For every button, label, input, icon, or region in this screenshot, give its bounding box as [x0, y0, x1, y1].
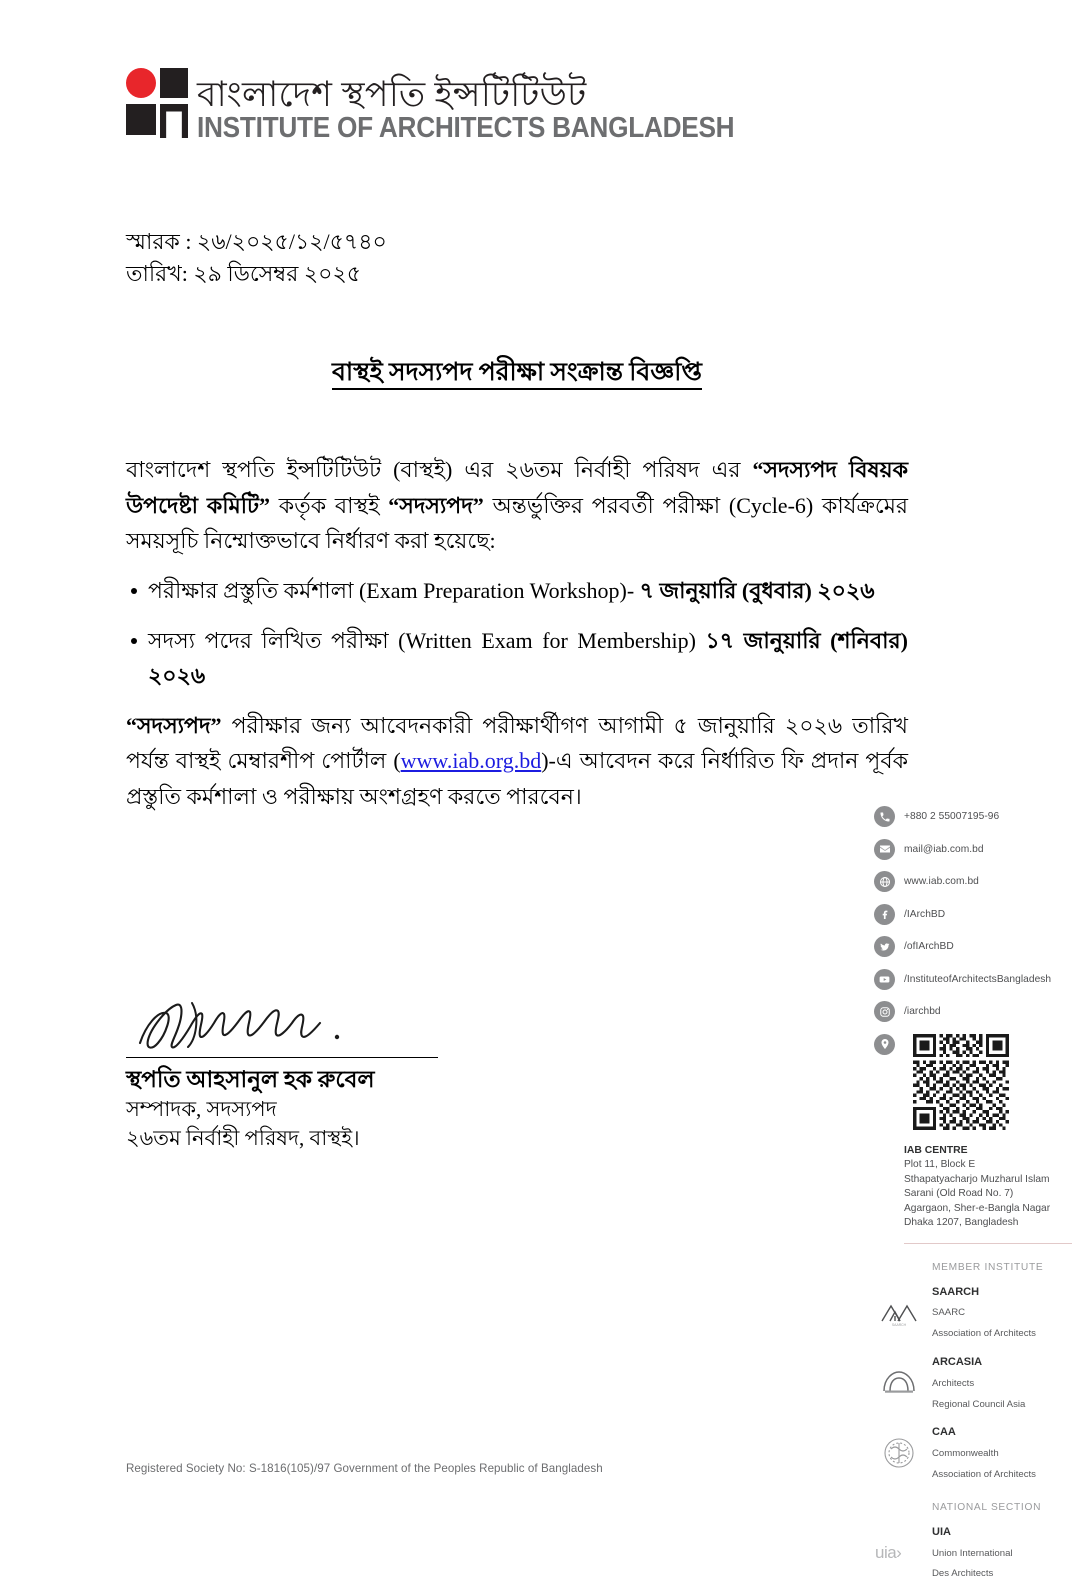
instagram-handle: /iarchbd	[904, 1006, 941, 1017]
membership-term-emphasis: “সদস্যপদ”	[388, 492, 484, 518]
written-exam-date: ১৭ জানুয়ারি (শনিবার) ২০২৬	[148, 627, 908, 689]
saarch-line-1: SAARC	[932, 1307, 966, 1319]
address-title: IAB CENTRE	[904, 1144, 968, 1156]
uia-line-1: Union International	[932, 1547, 1013, 1559]
svg-text:SAARCH: SAARCH	[891, 1322, 907, 1327]
arcasia-abbr: ARCASIA	[932, 1356, 983, 1369]
signature-block	[126, 995, 446, 1153]
logo-square-bottom-left	[126, 104, 156, 135]
uia-abbr: UIA	[932, 1525, 951, 1538]
schedule-list	[126, 573, 908, 694]
uia-logo-icon	[874, 1534, 924, 1570]
logo-wordmark	[197, 74, 781, 144]
uia-line-2: Des Architects	[932, 1568, 994, 1580]
contact-row-twitter	[874, 936, 1074, 957]
caa-text	[932, 1421, 1036, 1483]
facebook-icon	[874, 904, 895, 925]
facebook-handle: /IArchBD	[904, 908, 946, 920]
address-line-4: Agargaon, Sher-e-Bangla Nagar	[904, 1202, 1051, 1214]
phone-number: +880 2 55007195-96	[904, 811, 1000, 822]
saarch-logo-icon	[874, 1294, 924, 1330]
logo-english-name: INSTITUTE OF ARCHITECTS BANGLADESH	[197, 111, 735, 144]
intro-text-part-1: বাংলাদেশ স্থপতি ইন্সটিটিউট (বাস্থই) এর ২৬তম নির্বাহী পরিষদ এর	[126, 457, 753, 482]
contact-row-facebook	[874, 904, 1074, 925]
member-institute-heading: MEMBER INSTITUTE	[932, 1261, 1044, 1273]
document-body	[126, 452, 908, 825]
closing-text-part-2: )-এ আবেদন করে নির্ধারিত ফি প্রদান পূর্বক প্রস্তুতি কর্মশালা ও পরীক্ষায় অংশগ্রহণ করতে পারবেন।	[126, 748, 908, 809]
logo-square-top-right	[160, 68, 188, 98]
contact-row-phone	[874, 806, 1074, 827]
committee-name-emphasis: “সদস্যপদ বিষয়ক উপদেষ্টা কমিটি”	[126, 457, 908, 518]
address-line-1: Plot 11, Block E	[904, 1159, 976, 1171]
arcasia-line-2: Regional Council Asia	[932, 1398, 1026, 1410]
email-address: mail@iab.com.bd	[904, 843, 984, 855]
member-row-arcasia	[874, 1351, 1074, 1413]
memo-date: তারিখ: ২৯ ডিসেম্বর ২০২৫	[126, 260, 362, 286]
workshop-label: পরীক্ষার প্রস্তুতি কর্মশালা (Exam Preparation Workshop)-	[148, 577, 640, 603]
closing-membership-emphasis: “সদস্যপদ”	[126, 712, 222, 738]
address-line-2: Sthapatyacharjo Muzharul Islam	[904, 1173, 1050, 1185]
handwritten-signature	[132, 995, 446, 1057]
caa-logo-icon	[874, 1435, 924, 1471]
saarch-line-2: Association of Architects	[932, 1328, 1036, 1340]
organization-logo	[126, 68, 781, 142]
schedule-item-written-exam	[126, 623, 908, 694]
page-footer: Registered Society No: S-1816(105)/97 Government of the Peoples Republic of Bangladesh	[126, 1462, 603, 1475]
location-qr-row	[874, 1034, 1074, 1130]
national-row-uia	[874, 1521, 1074, 1583]
youtube-icon	[874, 969, 895, 990]
caa-line-2: Association of Architects	[932, 1469, 1036, 1481]
member-row-saarch	[874, 1281, 1074, 1343]
address-line-5: Dhaka 1207, Bangladesh	[904, 1217, 1019, 1229]
document-title	[126, 352, 908, 395]
saarch-text	[932, 1281, 1036, 1343]
logo-arch-shape	[160, 104, 188, 138]
logo-bangla-name: বাংলাদেশ স্থপতি ইন্সটিটিউট	[197, 74, 587, 114]
svg-text:uia›: uia›	[875, 1543, 902, 1563]
arcasia-logo-icon	[874, 1364, 924, 1400]
contact-row-email	[874, 839, 1074, 860]
document-title-text: বাস্থই সদস্যপদ পরীক্ষা সংক্রান্ত বিজ্ঞপ্তি	[332, 359, 702, 390]
contact-sidebar	[874, 806, 1074, 1583]
twitter-handle: /ofIArchBD	[904, 941, 954, 952]
closing-paragraph	[126, 708, 908, 815]
signatory-designation: সম্পাদক, সদস্যপদ	[126, 1097, 277, 1122]
globe-icon	[874, 871, 895, 892]
arcasia-line-1: Architects	[932, 1377, 975, 1389]
caa-line-1: Commonwealth	[932, 1448, 999, 1460]
logo-red-circle	[126, 68, 156, 98]
uia-text	[932, 1521, 1013, 1583]
member-row-caa	[874, 1421, 1074, 1483]
intro-paragraph	[126, 452, 908, 559]
contact-row-instagram	[874, 1001, 1074, 1022]
signature-rule	[126, 1057, 438, 1058]
caa-abbr: CAA	[932, 1426, 956, 1439]
iab-logo-mark	[126, 68, 188, 140]
intro-text-part-3: অন্তর্ভুক্তির পরবর্তী পরীক্ষা (Cycle-6) কার্যক্রমের সময়সূচি নিম্মোক্তভাবে নির্ধারণ করা হয়েছে:	[126, 492, 909, 554]
membership-portal-link[interactable]: www.iab.org.bd	[400, 748, 542, 774]
written-exam-label: সদস্য পদের লিখিত পরীক্ষা (Written Exam for Membership)	[148, 627, 706, 653]
signatory-council: ২৬তম নির্বাহী পরিষদ, বাস্থই।	[126, 1126, 360, 1151]
national-section-heading: NATIONAL SECTION	[932, 1501, 1042, 1513]
schedule-item-workshop	[126, 573, 908, 609]
workshop-date: ৭ জানুয়ারি (বুধবার) ২০২৬	[639, 577, 875, 603]
arcasia-text	[932, 1351, 1025, 1413]
memo-reference-number: স্মারক : ২৬/২০২৫/১২/৫৭৪০	[126, 229, 387, 254]
intro-text-part-2: কর্তৃক বাস্থই	[270, 492, 389, 518]
memo-header	[126, 226, 387, 290]
qr-code	[913, 1034, 1009, 1130]
envelope-icon	[874, 839, 895, 860]
saarch-abbr: SAARCH	[932, 1285, 980, 1298]
twitter-icon	[874, 936, 895, 957]
address-line-3: Sarani (Old Road No. 7)	[904, 1188, 1014, 1200]
sidebar-divider	[904, 1243, 1072, 1244]
map-pin-icon	[874, 1034, 895, 1055]
phone-icon	[874, 806, 895, 827]
contact-row-youtube	[874, 969, 1074, 990]
instagram-icon	[874, 1001, 895, 1022]
website-url: www.iab.com.bd	[904, 876, 979, 887]
signatory-name: স্থপতি আহসানুল হক রুবেল	[126, 1067, 375, 1092]
address-block	[904, 1144, 1074, 1231]
contact-row-website	[874, 871, 1074, 892]
youtube-handle: /InstituteofArchitectsBangladesh	[904, 973, 1052, 985]
closing-text-part-1: পরীক্ষার জন্য আবেদনকারী পরীক্ষার্থীগণ আগামী ৫ জানুয়ারি ২০২৬ তারিখ পর্যন্ত বাস্থই মেম্বারশীপ পোর্টাল (	[126, 712, 908, 774]
